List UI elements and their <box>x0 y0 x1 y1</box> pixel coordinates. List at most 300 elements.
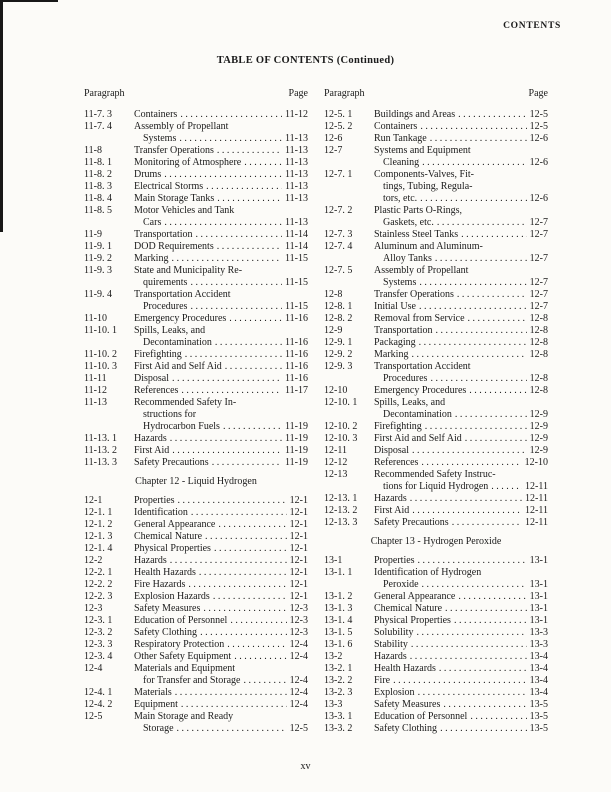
toc-entry-line <box>324 409 548 421</box>
entry-title: Recommended Safety Instruc- <box>374 469 496 480</box>
entry-page-number: 12-9 <box>529 409 548 420</box>
entry-page-number: 12-11 <box>525 481 548 492</box>
toc-entry-line <box>84 349 308 361</box>
toc-entry-line <box>84 193 308 205</box>
entry-title: Physical Properties <box>374 615 451 626</box>
toc-entry-line <box>324 603 548 615</box>
toc-entry-line <box>324 265 548 277</box>
dot-leader <box>181 699 287 711</box>
entry-page-number: 12-9 <box>529 445 548 456</box>
dot-leader <box>234 651 286 663</box>
toc-entry-line <box>84 145 308 157</box>
paragraph-number: 13-2. 2 <box>324 675 353 686</box>
dot-leader <box>458 109 527 121</box>
toc-entry-line <box>324 289 548 301</box>
entry-title: Physical Properties <box>134 543 211 554</box>
paragraph-number: 12-2. 1 <box>84 567 113 578</box>
paragraph-number: 11-13. 1 <box>84 433 117 444</box>
paragraph-number: 12-8. 2 <box>324 313 353 324</box>
entry-title: Identification <box>134 507 188 518</box>
toc-entry-line <box>84 699 308 711</box>
dot-leader <box>412 505 522 517</box>
paragraph-number: 12-10 <box>324 385 348 396</box>
paragraph-number: 11-9. 1 <box>84 241 112 252</box>
entry-title: Storage <box>143 723 174 734</box>
paragraph-number: 12-2 <box>84 555 103 566</box>
entry-title: Alloy Tanks <box>383 253 432 264</box>
dot-leader <box>439 663 527 675</box>
paragraph-number: 12-9. 3 <box>324 361 353 372</box>
toc-entry-line <box>324 687 548 699</box>
entry-title: Spills, Leaks, and <box>374 397 446 408</box>
entry-title: Safety Measures <box>374 699 441 710</box>
paragraph-number: 12-1. 1 <box>84 507 113 518</box>
entry-title: Chemical Nature <box>374 603 443 614</box>
paragraph-number: 12-11 <box>324 445 347 456</box>
toc-entry-line <box>324 651 548 663</box>
entry-title: Transportation Accident <box>374 361 471 372</box>
entry-title: Motor Vehicles and Tank <box>134 205 235 216</box>
entry-title: Properties <box>134 495 175 506</box>
dot-leader <box>227 639 286 651</box>
paragraph-number: 13-1. 2 <box>324 591 353 602</box>
toc-entry-line <box>324 699 548 711</box>
paragraph-number: 12-2. 3 <box>84 591 113 602</box>
entry-title: Transportation Accident <box>134 289 231 300</box>
entry-page-number: 11-16 <box>285 361 308 372</box>
entry-page-number: 12-7 <box>529 277 548 288</box>
dot-leader <box>455 409 527 421</box>
scan-artifact-left-edge <box>0 0 3 232</box>
dot-leader <box>225 361 282 373</box>
entry-title: Assembly of Propellant <box>374 265 469 276</box>
entry-page-number: 11-13 <box>285 193 308 204</box>
paragraph-number: 12-2. 2 <box>84 579 113 590</box>
entry-page-number: 11-15 <box>285 277 308 288</box>
dot-leader <box>443 699 526 711</box>
toc-entry-line <box>84 543 308 555</box>
toc-entry-line <box>84 567 308 579</box>
paragraph-number: 12-3. 1 <box>84 615 113 626</box>
toc-entry-line <box>324 229 548 241</box>
dot-leader <box>458 591 526 603</box>
entry-page-number: 11-13 <box>285 157 308 168</box>
dot-leader <box>172 373 282 385</box>
toc-entry-line <box>84 157 308 169</box>
entry-page-number: 11-13 <box>285 181 308 192</box>
toc-entry-line <box>324 133 548 145</box>
paragraph-number: 12-1 <box>84 495 103 506</box>
dot-leader <box>164 169 282 181</box>
paragraph-number: 12-7 <box>324 145 343 156</box>
toc-entry-line <box>84 675 308 687</box>
toc-entry-line <box>324 253 548 265</box>
entry-title: Fire Hazards <box>134 579 186 590</box>
page-column-header: Page <box>288 88 308 99</box>
paragraph-number: 11-9. 4 <box>84 289 112 300</box>
entry-page-number: 12-8 <box>529 385 548 396</box>
entry-page-number: 13-1 <box>529 579 548 590</box>
entry-title: Transfer Operations <box>134 145 214 156</box>
page-column-header: Page <box>528 88 548 99</box>
entry-title: Transportation <box>374 325 433 336</box>
toc-entry-line <box>324 457 548 469</box>
toc-entry-line <box>84 361 308 373</box>
entry-title: First Aid and Self Aid <box>134 361 222 372</box>
paragraph-number: 12-9. 2 <box>324 349 353 360</box>
entry-title: Safety Measures <box>134 603 201 614</box>
toc-entry-line <box>324 277 548 289</box>
dot-leader <box>422 579 527 591</box>
paragraph-number: 11-10. 1 <box>84 325 117 336</box>
paragraph-number: 12-10. 1 <box>324 397 358 408</box>
entry-page-number: 12-7 <box>529 229 548 240</box>
entry-title: Hazards <box>134 433 167 444</box>
entry-page-number: 11-13 <box>285 145 308 156</box>
dot-leader <box>421 457 521 469</box>
toc-entry-line <box>324 555 548 567</box>
entry-page-number: 11-16 <box>285 349 308 360</box>
entry-title: Containers <box>134 109 178 120</box>
dot-leader <box>170 555 287 567</box>
entry-title: Peroxide <box>383 579 419 590</box>
toc-entry-line <box>324 493 548 505</box>
entry-title: Gaskets, etc. <box>383 217 434 228</box>
dot-leader <box>412 445 527 457</box>
toc-entry-line <box>84 277 308 289</box>
dot-leader <box>200 627 287 639</box>
paragraph-number: 12-7. 4 <box>324 241 353 252</box>
toc-entry-line <box>324 723 548 735</box>
entry-page-number: 13-4 <box>529 651 548 662</box>
paragraph-number: 11-7. 4 <box>84 121 112 132</box>
entry-page-number: 12-3 <box>289 627 308 638</box>
paragraph-number: 12-13. 2 <box>324 505 358 516</box>
paragraph-number: 11-9 <box>84 229 102 240</box>
dot-leader <box>437 217 527 229</box>
toc-entry-line <box>84 109 308 121</box>
entry-page-number: 12-4 <box>289 651 308 662</box>
toc-entry-line <box>324 517 548 529</box>
toc-entry-line <box>324 241 548 253</box>
page-number: xv <box>300 761 311 772</box>
dot-leader <box>461 229 527 241</box>
paragraph-number: 12-5. 1 <box>324 109 353 120</box>
toc-entry-line <box>324 217 548 229</box>
entry-title: Systems and Equipment <box>374 145 471 156</box>
entry-title: Respiratory Protection <box>134 639 225 650</box>
dot-leader <box>191 507 287 519</box>
entry-title: References <box>374 457 419 468</box>
entry-title: Containers <box>374 121 418 132</box>
entry-title: Solubility <box>374 627 414 638</box>
toc-entry-line <box>84 121 308 133</box>
toc-entry-line <box>324 639 548 651</box>
dot-leader <box>199 567 287 579</box>
entry-title: First Aid and Self Aid <box>374 433 462 444</box>
dot-leader <box>452 517 522 529</box>
toc-entry-line <box>84 433 308 445</box>
entry-page-number: 11-16 <box>285 373 308 384</box>
entry-title: Main Storage Tanks <box>134 193 215 204</box>
scan-artifact-top-edge <box>0 0 58 2</box>
entry-title: Hazards <box>374 651 407 662</box>
entry-page-number: 12-4 <box>289 675 308 686</box>
entry-title: tings, Tubing, Regula- <box>383 181 473 192</box>
entry-title: Safety Precautions <box>134 457 209 468</box>
entry-title: Explosion Hazards <box>134 591 210 602</box>
entry-title: Explosion <box>374 687 415 698</box>
entry-title: Cars <box>143 217 162 228</box>
entry-page-number: 12-3 <box>289 603 308 614</box>
dot-leader <box>213 591 287 603</box>
entry-title: Emergency Procedures <box>374 385 467 396</box>
dot-leader <box>410 493 522 505</box>
dot-leader <box>218 519 286 531</box>
toc-entry-line <box>84 289 308 301</box>
entry-page-number: 12-4 <box>289 639 308 650</box>
paragraph-number: 11-13 <box>84 397 107 408</box>
toc-entry-line <box>84 555 308 567</box>
entry-title: Transfer Operations <box>374 289 454 300</box>
entry-page-number: 12-4 <box>289 699 308 710</box>
entry-page-number: 13-5 <box>529 723 548 734</box>
toc-entry-line <box>84 337 308 349</box>
dot-leader <box>469 385 526 397</box>
entry-title: Disposal <box>134 373 169 384</box>
toc-entry-line <box>324 615 548 627</box>
toc-entry-line <box>324 481 548 493</box>
toc-entry-line <box>84 397 308 409</box>
toc-entry-line <box>84 217 308 229</box>
paragraph-number: 11-12 <box>84 385 107 396</box>
dot-leader <box>172 445 282 457</box>
paragraph-number: 11-9. 3 <box>84 265 112 276</box>
toc-entry-line <box>84 421 308 433</box>
entry-page-number: 13-3 <box>529 627 548 638</box>
toc-entry-line <box>84 133 308 145</box>
paragraph-number: 13-2. 3 <box>324 687 353 698</box>
dot-leader <box>203 603 286 615</box>
entry-page-number: 12-5 <box>289 723 308 734</box>
paragraph-number: 13-3 <box>324 699 343 710</box>
toc-column-left <box>84 88 308 735</box>
paragraph-number: 12-12 <box>324 457 348 468</box>
paragraph-number: 12-3 <box>84 603 103 614</box>
entry-title: Hydrocarbon Fuels <box>143 421 220 432</box>
entry-page-number: 12-7 <box>529 253 548 264</box>
toc-entry-line <box>84 385 308 397</box>
entry-title: Disposal <box>374 445 409 456</box>
dot-leader <box>420 193 527 205</box>
toc-entry-line <box>84 301 308 313</box>
toc-entry-line <box>84 639 308 651</box>
dot-leader <box>418 687 527 699</box>
dot-leader <box>181 385 282 397</box>
toc-entry-line <box>324 205 548 217</box>
entry-title: Materials and Equipment <box>134 663 236 674</box>
toc-entry-line <box>324 505 548 517</box>
entry-title: Run Tankage <box>374 133 427 144</box>
entry-title: General Appearance <box>374 591 456 602</box>
dot-leader <box>177 723 287 735</box>
entry-page-number: 11-13 <box>285 217 308 228</box>
entry-page-number: 12-5 <box>529 109 548 120</box>
paragraph-number: 12-4. 2 <box>84 699 113 710</box>
toc-entries-right <box>324 109 548 735</box>
toc-entry-line <box>324 663 548 675</box>
paragraph-number: 12-7. 5 <box>324 265 353 276</box>
toc-entry-line <box>84 229 308 241</box>
toc-entry-line <box>84 205 308 217</box>
paragraph-number: 12-1. 3 <box>84 531 113 542</box>
entry-page-number: 13-1 <box>529 555 548 566</box>
toc-entry-line <box>324 445 548 457</box>
column-header-left <box>84 88 308 100</box>
toc-entry-line <box>84 457 308 469</box>
dot-leader <box>229 313 282 325</box>
entry-page-number: 13-1 <box>529 615 548 626</box>
paragraph-number: 11-9. 2 <box>84 253 112 264</box>
entry-page-number: 11-19 <box>285 433 308 444</box>
entry-title: Initial Use <box>374 301 416 312</box>
entry-title: Safety Clothing <box>374 723 438 734</box>
entry-title: tors, etc. <box>383 193 418 204</box>
dot-leader <box>230 615 286 627</box>
paragraph-number: 13-3. 1 <box>324 711 353 722</box>
entry-title: Marking <box>374 349 409 360</box>
toc-entry-line <box>324 433 548 445</box>
toc-entries-left <box>84 109 308 735</box>
page-title: TABLE OF CONTENTS (Continued) <box>216 55 395 66</box>
toc-entry-line <box>324 591 548 603</box>
column-header-right <box>324 88 548 100</box>
toc-entry-line <box>324 627 548 639</box>
entry-title: Main Storage and Ready <box>134 711 234 722</box>
entry-page-number: 12-1 <box>289 555 308 566</box>
dot-leader <box>430 373 526 385</box>
entry-page-number: 12-4 <box>289 687 308 698</box>
dot-leader <box>410 651 527 663</box>
toc-content <box>84 88 548 735</box>
toc-entry-line <box>324 361 548 373</box>
entry-title: Hazards <box>374 493 407 504</box>
paragraph-number: 13-2 <box>324 651 343 662</box>
toc-entry-line <box>84 663 308 675</box>
paragraph-number: 12-9. 1 <box>324 337 353 348</box>
dot-leader <box>190 277 282 289</box>
dot-leader <box>217 241 282 253</box>
dot-leader <box>435 253 527 265</box>
paragraph-number: 12-13. 3 <box>324 517 358 528</box>
entry-page-number: 11-16 <box>285 337 308 348</box>
toc-entry-line <box>324 397 548 409</box>
paragraph-number: 12-9 <box>324 325 343 336</box>
dot-leader <box>422 157 527 169</box>
entry-title: Materials <box>134 687 172 698</box>
entry-page-number: 12-10 <box>524 457 548 468</box>
toc-entry-line <box>324 469 548 481</box>
entry-title: First Aid <box>374 505 410 516</box>
entry-page-number: 12-9 <box>529 433 548 444</box>
dot-leader <box>425 421 527 433</box>
paragraph-number: 12-7. 2 <box>324 205 353 216</box>
entry-title: quirements <box>143 277 188 288</box>
dot-leader <box>457 289 527 301</box>
dot-leader <box>465 433 527 445</box>
dot-leader <box>454 615 527 627</box>
dot-leader <box>170 433 282 445</box>
paragraph-number: 12-13 <box>324 469 348 480</box>
paragraph-number: 12-1. 2 <box>84 519 113 530</box>
paragraph-number: 11-13. 2 <box>84 445 117 456</box>
dot-leader <box>223 421 282 433</box>
paragraph-number: 12-10. 3 <box>324 433 358 444</box>
toc-entry-line <box>84 169 308 181</box>
entry-title: Identification of Hydrogen <box>374 567 482 578</box>
entry-title: Drums <box>134 169 162 180</box>
dot-leader <box>214 543 287 555</box>
toc-entry-line <box>324 675 548 687</box>
entry-page-number: 12-1 <box>289 495 308 506</box>
toc-entry-line <box>84 181 308 193</box>
entry-title: Systems <box>383 277 417 288</box>
entry-title: Buildings and Areas <box>374 109 456 120</box>
toc-entry-line <box>324 711 548 723</box>
chapter-heading: Chapter 12 - Liquid Hydrogen <box>135 476 257 487</box>
dot-leader <box>180 109 282 121</box>
toc-entry-line <box>84 591 308 603</box>
toc-entry-line <box>84 241 308 253</box>
entry-page-number: 12-1 <box>289 579 308 590</box>
dot-leader <box>212 457 282 469</box>
entry-title: Marking <box>134 253 169 264</box>
entry-title: Removal from Service <box>374 313 465 324</box>
entry-title: Plastic Parts O-Rings, <box>374 205 463 216</box>
entry-title: Education of Personnel <box>374 711 468 722</box>
dot-leader <box>215 337 282 349</box>
paragraph-number: 11-11 <box>84 373 107 384</box>
entry-page-number: 13-4 <box>529 663 548 674</box>
paragraph-number: 12-3. 2 <box>84 627 113 638</box>
paragraph-number: 12-4. 1 <box>84 687 113 698</box>
dot-leader <box>430 133 527 145</box>
entry-title: Electrical Storms <box>134 181 204 192</box>
entry-title: Procedures <box>383 373 428 384</box>
toc-entry-line <box>84 603 308 615</box>
entry-title: tions for Liquid Hydrogen <box>383 481 489 492</box>
entry-title: Fire <box>374 675 391 686</box>
dot-leader <box>185 349 282 361</box>
paragraph-number: 12-6 <box>324 133 343 144</box>
entry-page-number: 12-1 <box>289 519 308 530</box>
entry-page-number: 13-3 <box>529 639 548 650</box>
paragraph-number: 11-10 <box>84 313 107 324</box>
entry-page-number: 12-6 <box>529 157 548 168</box>
entry-page-number: 12-11 <box>525 505 548 516</box>
dot-leader <box>411 349 526 361</box>
paragraph-number: 11-8. 4 <box>84 193 112 204</box>
entry-page-number: 12-1 <box>289 591 308 602</box>
toc-entry-line <box>84 445 308 457</box>
entry-title: Spills, Leaks, and <box>134 325 206 336</box>
entry-page-number: 12-8 <box>529 325 548 336</box>
paragraph-number: 12-8 <box>324 289 343 300</box>
entry-title: First Aid <box>134 445 170 456</box>
entry-page-number: 12-9 <box>529 421 548 432</box>
dot-leader <box>188 579 286 591</box>
toc-column-right <box>324 88 548 735</box>
